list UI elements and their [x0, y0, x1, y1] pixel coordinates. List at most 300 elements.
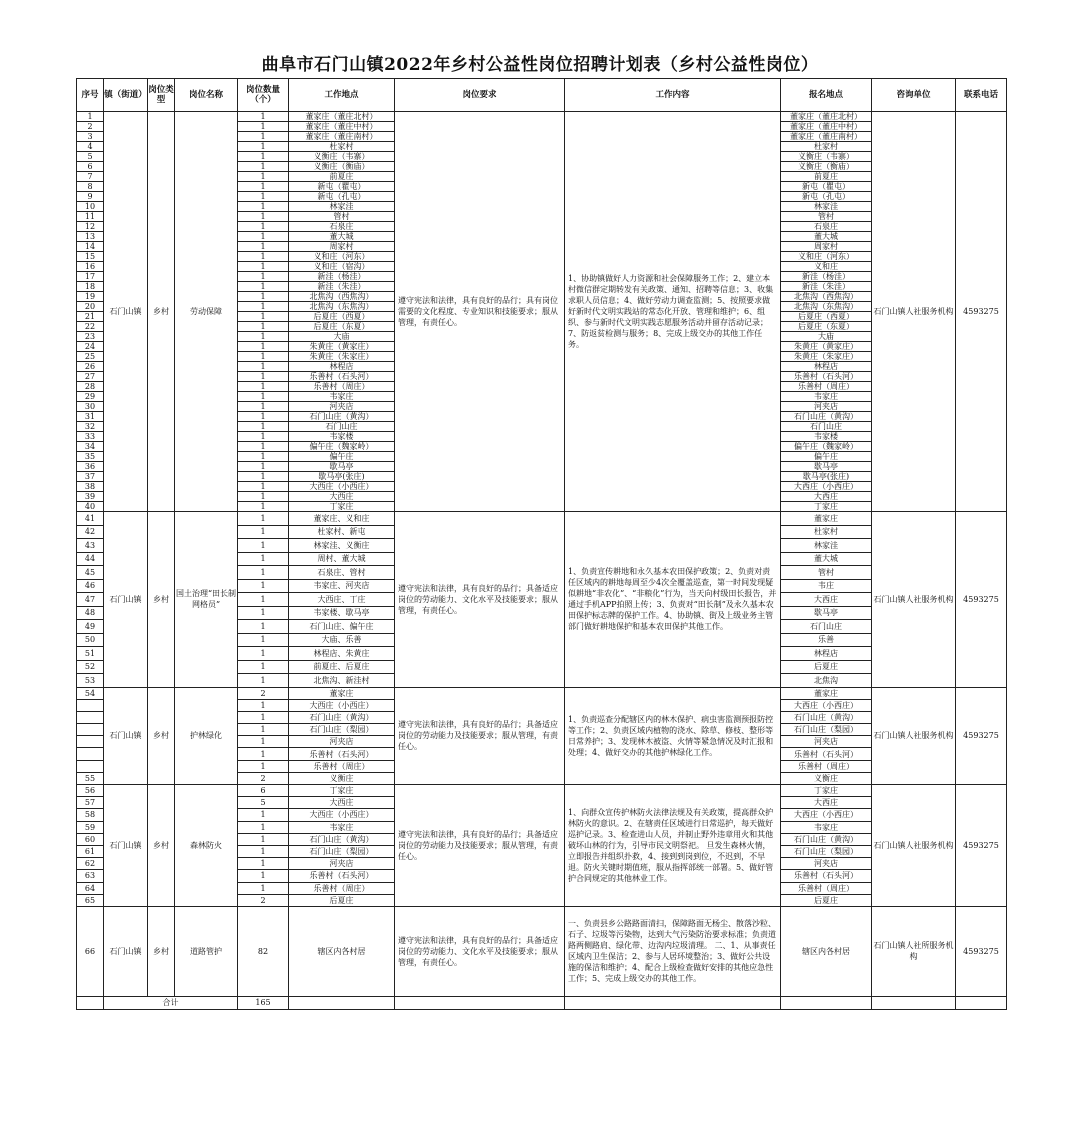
- work-content-cell: 一、负责县乡公路路面清扫，保障路面无杨尘、散落沙粒、石子、垃圾等污染物，达到大气污染防治要求标准；负责道路两侧路肩、绿化带、边沟内垃圾清理。 二、1、从事责任区域内卫生保洁；2、参与人居环境整治；3、做好公共设施的保洁和维护；4、配合上级检查做好安排的其他应急性工作；5、完成上级交办的其他工作。: [565, 906, 781, 996]
- post-count-cell: 1: [238, 262, 289, 272]
- work-location-cell: 石门山庄（黄沟）: [289, 711, 395, 723]
- work-location-cell: 前夏庄、后夏庄: [289, 660, 395, 674]
- row-number: 47: [77, 593, 104, 607]
- post-count-cell: 1: [238, 452, 289, 462]
- post-count-cell: 1: [238, 539, 289, 553]
- row-number: 44: [77, 552, 104, 566]
- work-location-cell: 丁家庄: [289, 785, 395, 797]
- row-number: 19: [77, 292, 104, 302]
- registration-location-cell: 石门山庄: [781, 620, 872, 634]
- header-location: 工作地点: [289, 79, 395, 112]
- registration-location-cell: 乐善村（周庄）: [781, 760, 872, 772]
- registration-location-cell: 周家村: [781, 242, 872, 252]
- row-number: 37: [77, 472, 104, 482]
- requirements-cell: 遵守宪法和法律，具有良好的品行；具备适应岗位的劳动能力及技能要求；服从管理，有责任心。: [395, 687, 565, 785]
- work-location-cell: 周村、董大城: [289, 552, 395, 566]
- registration-location-cell: 韦家庄: [781, 821, 872, 833]
- work-location-cell: 董大城: [289, 232, 395, 242]
- work-location-cell: 韦家楼、歇马亭: [289, 606, 395, 620]
- work-location-cell: 石泉庄: [289, 222, 395, 232]
- row-number: 55: [77, 772, 104, 784]
- post-count-cell: 1: [238, 620, 289, 634]
- registration-location-cell: 乐善村（周庄）: [781, 882, 872, 894]
- registration-location-cell: 义衡庄: [781, 772, 872, 784]
- row-number: 58: [77, 809, 104, 821]
- registration-location-cell: 后夏庄（东夏）: [781, 322, 872, 332]
- total-count: 165: [238, 996, 289, 1009]
- registration-location-cell: 韦庄: [781, 579, 872, 593]
- row-number: 16: [77, 262, 104, 272]
- work-location-cell: 河夹店: [289, 736, 395, 748]
- registration-location-cell: 石门山庄（黄沟）: [781, 833, 872, 845]
- work-location-cell: 丁家庄: [289, 502, 395, 512]
- row-number: 2: [77, 122, 104, 132]
- town-cell: 石门山镇: [104, 112, 148, 512]
- work-location-cell: 石门山庄（黄沟）: [289, 412, 395, 422]
- post-count-cell: 1: [238, 252, 289, 262]
- row-number: 24: [77, 342, 104, 352]
- post-name-cell: 道路管护: [175, 906, 238, 996]
- empty-cell: [77, 996, 104, 1009]
- header-town: 镇（街道）: [104, 79, 148, 112]
- row-number: [77, 748, 104, 760]
- row-number: 40: [77, 502, 104, 512]
- post-count-cell: 1: [238, 112, 289, 122]
- post-name-cell: 劳动保障: [175, 112, 238, 512]
- registration-location-cell: 后夏庄（西夏）: [781, 312, 872, 322]
- registration-location-cell: 乐善村（石头河）: [781, 870, 872, 882]
- post-count-cell: 1: [238, 442, 289, 452]
- registration-location-cell: 前夏庄: [781, 172, 872, 182]
- post-count-cell: 82: [238, 906, 289, 996]
- row-number: 32: [77, 422, 104, 432]
- work-location-cell: 后夏庄: [289, 894, 395, 906]
- work-location-cell: 林家洼: [289, 202, 395, 212]
- registration-location-cell: 董家庄: [781, 687, 872, 699]
- work-content-cell: 1、负责宣传耕地和永久基本农田保护政策；2、负责对责任区域内的耕地每周至少4次全覆盖巡查，第一时间发现疑似耕地“非农化”、“非粮化”行为，当天向村级田长报告，并通过手机APP拍照上传；3、负责对“田长制”及永久基本农田保护标志牌的保护工作。4、协助镇、街及上级业务主管部门做好耕地保护和基本农田保护其他工作。: [565, 512, 781, 688]
- work-location-cell: 新洼（杨洼）: [289, 272, 395, 282]
- registration-location-cell: 董家庄（董庄中村）: [781, 122, 872, 132]
- post-count-cell: 1: [238, 606, 289, 620]
- phone-cell: 4593275: [956, 112, 1007, 512]
- registration-location-cell: 杜家村: [781, 142, 872, 152]
- post-count-cell: 1: [238, 593, 289, 607]
- header-content: 工作内容: [565, 79, 781, 112]
- work-location-cell: 韦家庄: [289, 821, 395, 833]
- work-location-cell: 乐善村（石头河）: [289, 870, 395, 882]
- work-location-cell: 大庙: [289, 332, 395, 342]
- empty-cell: [872, 996, 956, 1009]
- registration-location-cell: 石门山庄（梨园）: [781, 845, 872, 857]
- row-number: 52: [77, 660, 104, 674]
- row-number: 22: [77, 322, 104, 332]
- registration-location-cell: 管村: [781, 566, 872, 580]
- registration-location-cell: 董家庄（董庄南村）: [781, 132, 872, 142]
- post-count-cell: 1: [238, 492, 289, 502]
- header-post: 岗位名称: [175, 79, 238, 112]
- post-count-cell: 1: [238, 647, 289, 661]
- registration-location-cell: 乐善村（石头河）: [781, 372, 872, 382]
- registration-location-cell: 偏午庄（魏家岭）: [781, 442, 872, 452]
- registration-location-cell: 义和庄: [781, 262, 872, 272]
- header-requirements: 岗位要求: [395, 79, 565, 112]
- post-count-cell: 1: [238, 162, 289, 172]
- category-cell: 乡村: [148, 512, 175, 688]
- work-location-cell: 杜家村: [289, 142, 395, 152]
- registration-location-cell: 河夹店: [781, 402, 872, 412]
- work-location-cell: 大西庄: [289, 492, 395, 502]
- post-count-cell: 1: [238, 142, 289, 152]
- registration-location-cell: 后夏庄: [781, 894, 872, 906]
- registration-location-cell: 乐善: [781, 633, 872, 647]
- row-number: 11: [77, 212, 104, 222]
- phone-cell: 4593275: [956, 785, 1007, 907]
- row-number: 43: [77, 539, 104, 553]
- row-number: 64: [77, 882, 104, 894]
- post-count-cell: 1: [238, 152, 289, 162]
- registration-location-cell: 韦家楼: [781, 432, 872, 442]
- row-number: 41: [77, 512, 104, 526]
- work-location-cell: 管村: [289, 212, 395, 222]
- registration-location-cell: 后夏庄: [781, 660, 872, 674]
- registration-location-cell: 林家洼: [781, 539, 872, 553]
- row-number: 9: [77, 192, 104, 202]
- post-count-cell: 2: [238, 894, 289, 906]
- registration-location-cell: 北焦沟: [781, 674, 872, 688]
- row-number: 54: [77, 687, 104, 699]
- registration-location-cell: 董家庄: [781, 512, 872, 526]
- header-count: 岗位数量（个）: [238, 79, 289, 112]
- row-number: 34: [77, 442, 104, 452]
- row-number: 18: [77, 282, 104, 292]
- post-count-cell: 1: [238, 809, 289, 821]
- row-number: 12: [77, 222, 104, 232]
- registration-location-cell: 北焦沟（西焦沟）: [781, 292, 872, 302]
- work-location-cell: 后夏庄（东夏）: [289, 322, 395, 332]
- row-number: 56: [77, 785, 104, 797]
- row-number: 59: [77, 821, 104, 833]
- post-count-cell: 5: [238, 797, 289, 809]
- registration-location-cell: 石门山庄（黄沟）: [781, 412, 872, 422]
- post-count-cell: 1: [238, 222, 289, 232]
- registration-location-cell: 石门山庄: [781, 422, 872, 432]
- registration-location-cell: 董大城: [781, 232, 872, 242]
- row-number: 33: [77, 432, 104, 442]
- registration-location-cell: 新洼（朱洼）: [781, 282, 872, 292]
- post-count-cell: 1: [238, 242, 289, 252]
- work-location-cell: 后夏庄（西夏）: [289, 312, 395, 322]
- total-row: [77, 996, 1007, 1009]
- row-number: 28: [77, 382, 104, 392]
- work-location-cell: 董家庄、义和庄: [289, 512, 395, 526]
- registration-location-cell: 朱黄庄（黄家庄）: [781, 342, 872, 352]
- work-location-cell: 乐善村（石头河）: [289, 372, 395, 382]
- post-count-cell: 1: [238, 322, 289, 332]
- work-content-cell: 1、负责巡查分配辖区内的林木保护、病虫害监测预报防控等工作；2、负责区域内植物的浇水、除草、修枝、整形等日常养护；3、发现林木被盗、火情等紧急情况及时汇报和处理；4、做好交办的其他护林绿化工作。: [565, 687, 781, 785]
- empty-cell: [956, 996, 1007, 1009]
- row-number: 10: [77, 202, 104, 212]
- post-count-cell: 1: [238, 302, 289, 312]
- row-number: 50: [77, 633, 104, 647]
- work-location-cell: 北焦沟、新洼村: [289, 674, 395, 688]
- work-location-cell: 辖区内各村居: [289, 906, 395, 996]
- post-count-cell: 1: [238, 748, 289, 760]
- page-title: 曲阜市石门山镇2022年乡村公益性岗位招聘计划表（乡村公益性岗位）: [261, 55, 819, 75]
- registration-location-cell: 石门山庄（梨园）: [781, 724, 872, 736]
- post-count-cell: 1: [238, 132, 289, 142]
- row-number: 17: [77, 272, 104, 282]
- category-cell: 乡村: [148, 785, 175, 907]
- work-location-cell: 义和庄（宿沟）: [289, 262, 395, 272]
- post-name-cell: 森林防火: [175, 785, 238, 907]
- post-count-cell: 1: [238, 579, 289, 593]
- post-count-cell: 1: [238, 362, 289, 372]
- row-number: [77, 724, 104, 736]
- registration-location-cell: 石泉庄: [781, 222, 872, 232]
- row-number: 35: [77, 452, 104, 462]
- post-count-cell: 1: [238, 660, 289, 674]
- registration-location-cell: 新洼（杨洼）: [781, 272, 872, 282]
- work-location-cell: 朱黄庄（黄家庄）: [289, 342, 395, 352]
- post-count-cell: 1: [238, 482, 289, 492]
- post-count-cell: 6: [238, 785, 289, 797]
- post-count-cell: 2: [238, 687, 289, 699]
- row-number: 36: [77, 462, 104, 472]
- work-location-cell: 大西庄（小西庄）: [289, 699, 395, 711]
- empty-cell: [395, 996, 565, 1009]
- row-number: 49: [77, 620, 104, 634]
- work-location-cell: 朱黄庄（朱家庄）: [289, 352, 395, 362]
- consult-unit-cell: 石门山镇人社所服务机构: [872, 906, 956, 996]
- registration-location-cell: 丁家庄: [781, 785, 872, 797]
- work-location-cell: 石门山庄（梨园）: [289, 724, 395, 736]
- post-count-cell: 1: [238, 472, 289, 482]
- work-location-cell: 杜家村、新屯: [289, 525, 395, 539]
- post-count-cell: 1: [238, 272, 289, 282]
- table-row: [77, 785, 1007, 797]
- work-location-cell: 偏午庄: [289, 452, 395, 462]
- town-cell: 石门山镇: [104, 785, 148, 907]
- work-location-cell: 石门山庄: [289, 422, 395, 432]
- registration-location-cell: 偏午庄: [781, 452, 872, 462]
- work-location-cell: 河夹店: [289, 402, 395, 412]
- category-cell: 乡村: [148, 687, 175, 785]
- work-location-cell: 大庙、乐善: [289, 633, 395, 647]
- work-location-cell: 河夹店: [289, 858, 395, 870]
- registration-location-cell: 大西庄（小西庄）: [781, 809, 872, 821]
- post-count-cell: 1: [238, 502, 289, 512]
- row-number: 30: [77, 402, 104, 412]
- phone-cell: 4593275: [956, 906, 1007, 996]
- post-count-cell: 1: [238, 332, 289, 342]
- registration-location-cell: 朱黄庄（朱家庄）: [781, 352, 872, 362]
- work-location-cell: 石泉庄、管村: [289, 566, 395, 580]
- post-count-cell: 1: [238, 292, 289, 302]
- header-phone: 联系电话: [956, 79, 1007, 112]
- post-count-cell: 1: [238, 432, 289, 442]
- post-name-cell: 护林绿化: [175, 687, 238, 785]
- row-number: [77, 699, 104, 711]
- requirements-cell: 遵守宪法和法律，具有良好的品行；具备适应岗位的劳动能力及技能要求；服从管理，有责任心。: [395, 785, 565, 907]
- post-count-cell: 1: [238, 202, 289, 212]
- post-count-cell: 1: [238, 711, 289, 723]
- registration-location-cell: 大西庄: [781, 492, 872, 502]
- registration-location-cell: 林家洼: [781, 202, 872, 212]
- post-count-cell: 1: [238, 342, 289, 352]
- registration-location-cell: 义衡庄（衡庙）: [781, 162, 872, 172]
- row-number: 8: [77, 182, 104, 192]
- registration-location-cell: 大西庄: [781, 593, 872, 607]
- work-location-cell: 董家庄（董庄中村）: [289, 122, 395, 132]
- row-number: 46: [77, 579, 104, 593]
- post-count-cell: 1: [238, 845, 289, 857]
- table-row: [77, 112, 1007, 122]
- row-number: 25: [77, 352, 104, 362]
- row-number: 63: [77, 870, 104, 882]
- registration-location-cell: 大西庄（小西庄）: [781, 699, 872, 711]
- row-number: 1: [77, 112, 104, 122]
- row-number: 6: [77, 162, 104, 172]
- post-count-cell: 1: [238, 172, 289, 182]
- post-count-cell: 2: [238, 772, 289, 784]
- total-label: 合计: [104, 996, 238, 1009]
- registration-location-cell: 董家庄（董庄北村）: [781, 112, 872, 122]
- registration-location-cell: 河夹店: [781, 736, 872, 748]
- registration-location-cell: 杜家村: [781, 525, 872, 539]
- registration-location-cell: 新屯（瞿屯）: [781, 182, 872, 192]
- row-number: 4: [77, 142, 104, 152]
- table-row: [77, 687, 1007, 699]
- header-category: 岗位类型: [148, 79, 175, 112]
- row-number: 13: [77, 232, 104, 242]
- work-location-cell: 乐善村（周庄）: [289, 382, 395, 392]
- category-cell: 乡村: [148, 112, 175, 512]
- row-number: 62: [77, 858, 104, 870]
- work-location-cell: 韦家楼: [289, 432, 395, 442]
- work-location-cell: 董家庄（董庄北村）: [289, 112, 395, 122]
- row-number: 45: [77, 566, 104, 580]
- work-location-cell: 北焦沟（西焦沟）: [289, 292, 395, 302]
- row-number: 60: [77, 833, 104, 845]
- row-number: 51: [77, 647, 104, 661]
- work-location-cell: 大西庄（小西庄）: [289, 482, 395, 492]
- post-count-cell: 1: [238, 192, 289, 202]
- row-number: 65: [77, 894, 104, 906]
- work-location-cell: 韦家庄: [289, 392, 395, 402]
- registration-location-cell: 新屯（孔屯）: [781, 192, 872, 202]
- consult-unit-cell: 石门山镇人社服务机构: [872, 112, 956, 512]
- empty-cell: [565, 996, 781, 1009]
- consult-unit-cell: 石门山镇人社服务机构: [872, 785, 956, 907]
- registration-location-cell: 歇马亭(张庄): [781, 472, 872, 482]
- work-location-cell: 新屯（瞿屯）: [289, 182, 395, 192]
- recruitment-plan-table: [76, 78, 1007, 1010]
- post-count-cell: 1: [238, 382, 289, 392]
- row-number: 48: [77, 606, 104, 620]
- registration-location-cell: 大西庄（小西庄）: [781, 482, 872, 492]
- registration-location-cell: 石门山庄（黄沟）: [781, 711, 872, 723]
- post-count-cell: 1: [238, 462, 289, 472]
- post-count-cell: 1: [238, 821, 289, 833]
- work-location-cell: 前夏庄: [289, 172, 395, 182]
- row-number: 23: [77, 332, 104, 342]
- work-location-cell: 大西庄（小西庄）: [289, 809, 395, 821]
- table-row: [77, 906, 1007, 996]
- work-location-cell: 董家庄: [289, 687, 395, 699]
- post-count-cell: 1: [238, 122, 289, 132]
- registration-location-cell: 大庙: [781, 332, 872, 342]
- row-number: 42: [77, 525, 104, 539]
- post-count-cell: 1: [238, 282, 289, 292]
- work-location-cell: 周家村: [289, 242, 395, 252]
- work-content-cell: 1、协助镇做好人力资源和社会保障服务工作；2、建立本村微信群定期转发有关政策、通知、招聘等信息；3、收集求职人员信息；4、做好劳动力调查监测；5、按照要求做好新时代文明实践站的常态化开放、管理和维护；6、组织、参与新时代文明实践志愿服务活动并留存活动记录；7、防返贫检测与服务；8、完成上级交办的其他工作任务。: [565, 112, 781, 512]
- header-no: 序号: [77, 79, 104, 112]
- post-count-cell: 1: [238, 699, 289, 711]
- post-count-cell: 1: [238, 422, 289, 432]
- work-content-cell: 1、向群众宣传护林防火法律法规及有关政策，提高群众护林防火的意识。2、在辖责任区域进行日常巡护，每天做好巡护记录。3、检查进山人员，并制止野外违章用火和其他破坏山林的行为，引导市民文明祭祀。 旦发生森林火情，立即报告并组织扑救，4、接到到岗到位，不迟到，不早退。防火关键时期值班，服从指挥部统一部署。5、做好管护合同规定的其他林业工作。: [565, 785, 781, 907]
- row-number: 20: [77, 302, 104, 312]
- row-number: [77, 760, 104, 772]
- registration-location-cell: 歇马亭: [781, 462, 872, 472]
- row-number: [77, 711, 104, 723]
- registration-location-cell: 义和庄（河东）: [781, 252, 872, 262]
- post-count-cell: 1: [238, 212, 289, 222]
- work-location-cell: 义和庄（河东）: [289, 252, 395, 262]
- post-count-cell: 1: [238, 412, 289, 422]
- work-location-cell: 林家洼、义衡庄: [289, 539, 395, 553]
- work-location-cell: 义衡庄（韦寨）: [289, 152, 395, 162]
- post-count-cell: 1: [238, 870, 289, 882]
- post-count-cell: 1: [238, 232, 289, 242]
- row-number: 3: [77, 132, 104, 142]
- work-location-cell: 乐善村（石头河）: [289, 748, 395, 760]
- empty-cell: [289, 996, 395, 1009]
- work-location-cell: 歇马亭: [289, 462, 395, 472]
- row-number: 29: [77, 392, 104, 402]
- empty-cell: [781, 996, 872, 1009]
- header-unit: 咨询单位: [872, 79, 956, 112]
- post-count-cell: 1: [238, 882, 289, 894]
- row-number: 31: [77, 412, 104, 422]
- town-cell: 石门山镇: [104, 687, 148, 785]
- post-count-cell: 1: [238, 525, 289, 539]
- post-count-cell: 1: [238, 182, 289, 192]
- work-location-cell: 新屯（孔屯）: [289, 192, 395, 202]
- post-count-cell: 1: [238, 858, 289, 870]
- town-cell: 石门山镇: [104, 512, 148, 688]
- work-location-cell: 义衡庄: [289, 772, 395, 784]
- work-location-cell: 偏午庄（魏家岭）: [289, 442, 395, 452]
- row-number: 21: [77, 312, 104, 322]
- registration-location-cell: 乐善村（石头河）: [781, 748, 872, 760]
- registration-location-cell: 辖区内各村居: [781, 906, 872, 996]
- row-number: 15: [77, 252, 104, 262]
- work-location-cell: 歇马亭(张庄): [289, 472, 395, 482]
- post-count-cell: 1: [238, 566, 289, 580]
- post-count-cell: 1: [238, 312, 289, 322]
- post-count-cell: 1: [238, 512, 289, 526]
- row-number: 5: [77, 152, 104, 162]
- registration-location-cell: 歇马亭: [781, 606, 872, 620]
- table-body: [77, 112, 1007, 1010]
- registration-location-cell: 韦家庄: [781, 392, 872, 402]
- row-number: [77, 736, 104, 748]
- registration-location-cell: 北焦沟（东焦沟）: [781, 302, 872, 312]
- registration-location-cell: 管村: [781, 212, 872, 222]
- row-number: 66: [77, 906, 104, 996]
- row-number: 14: [77, 242, 104, 252]
- post-count-cell: 1: [238, 760, 289, 772]
